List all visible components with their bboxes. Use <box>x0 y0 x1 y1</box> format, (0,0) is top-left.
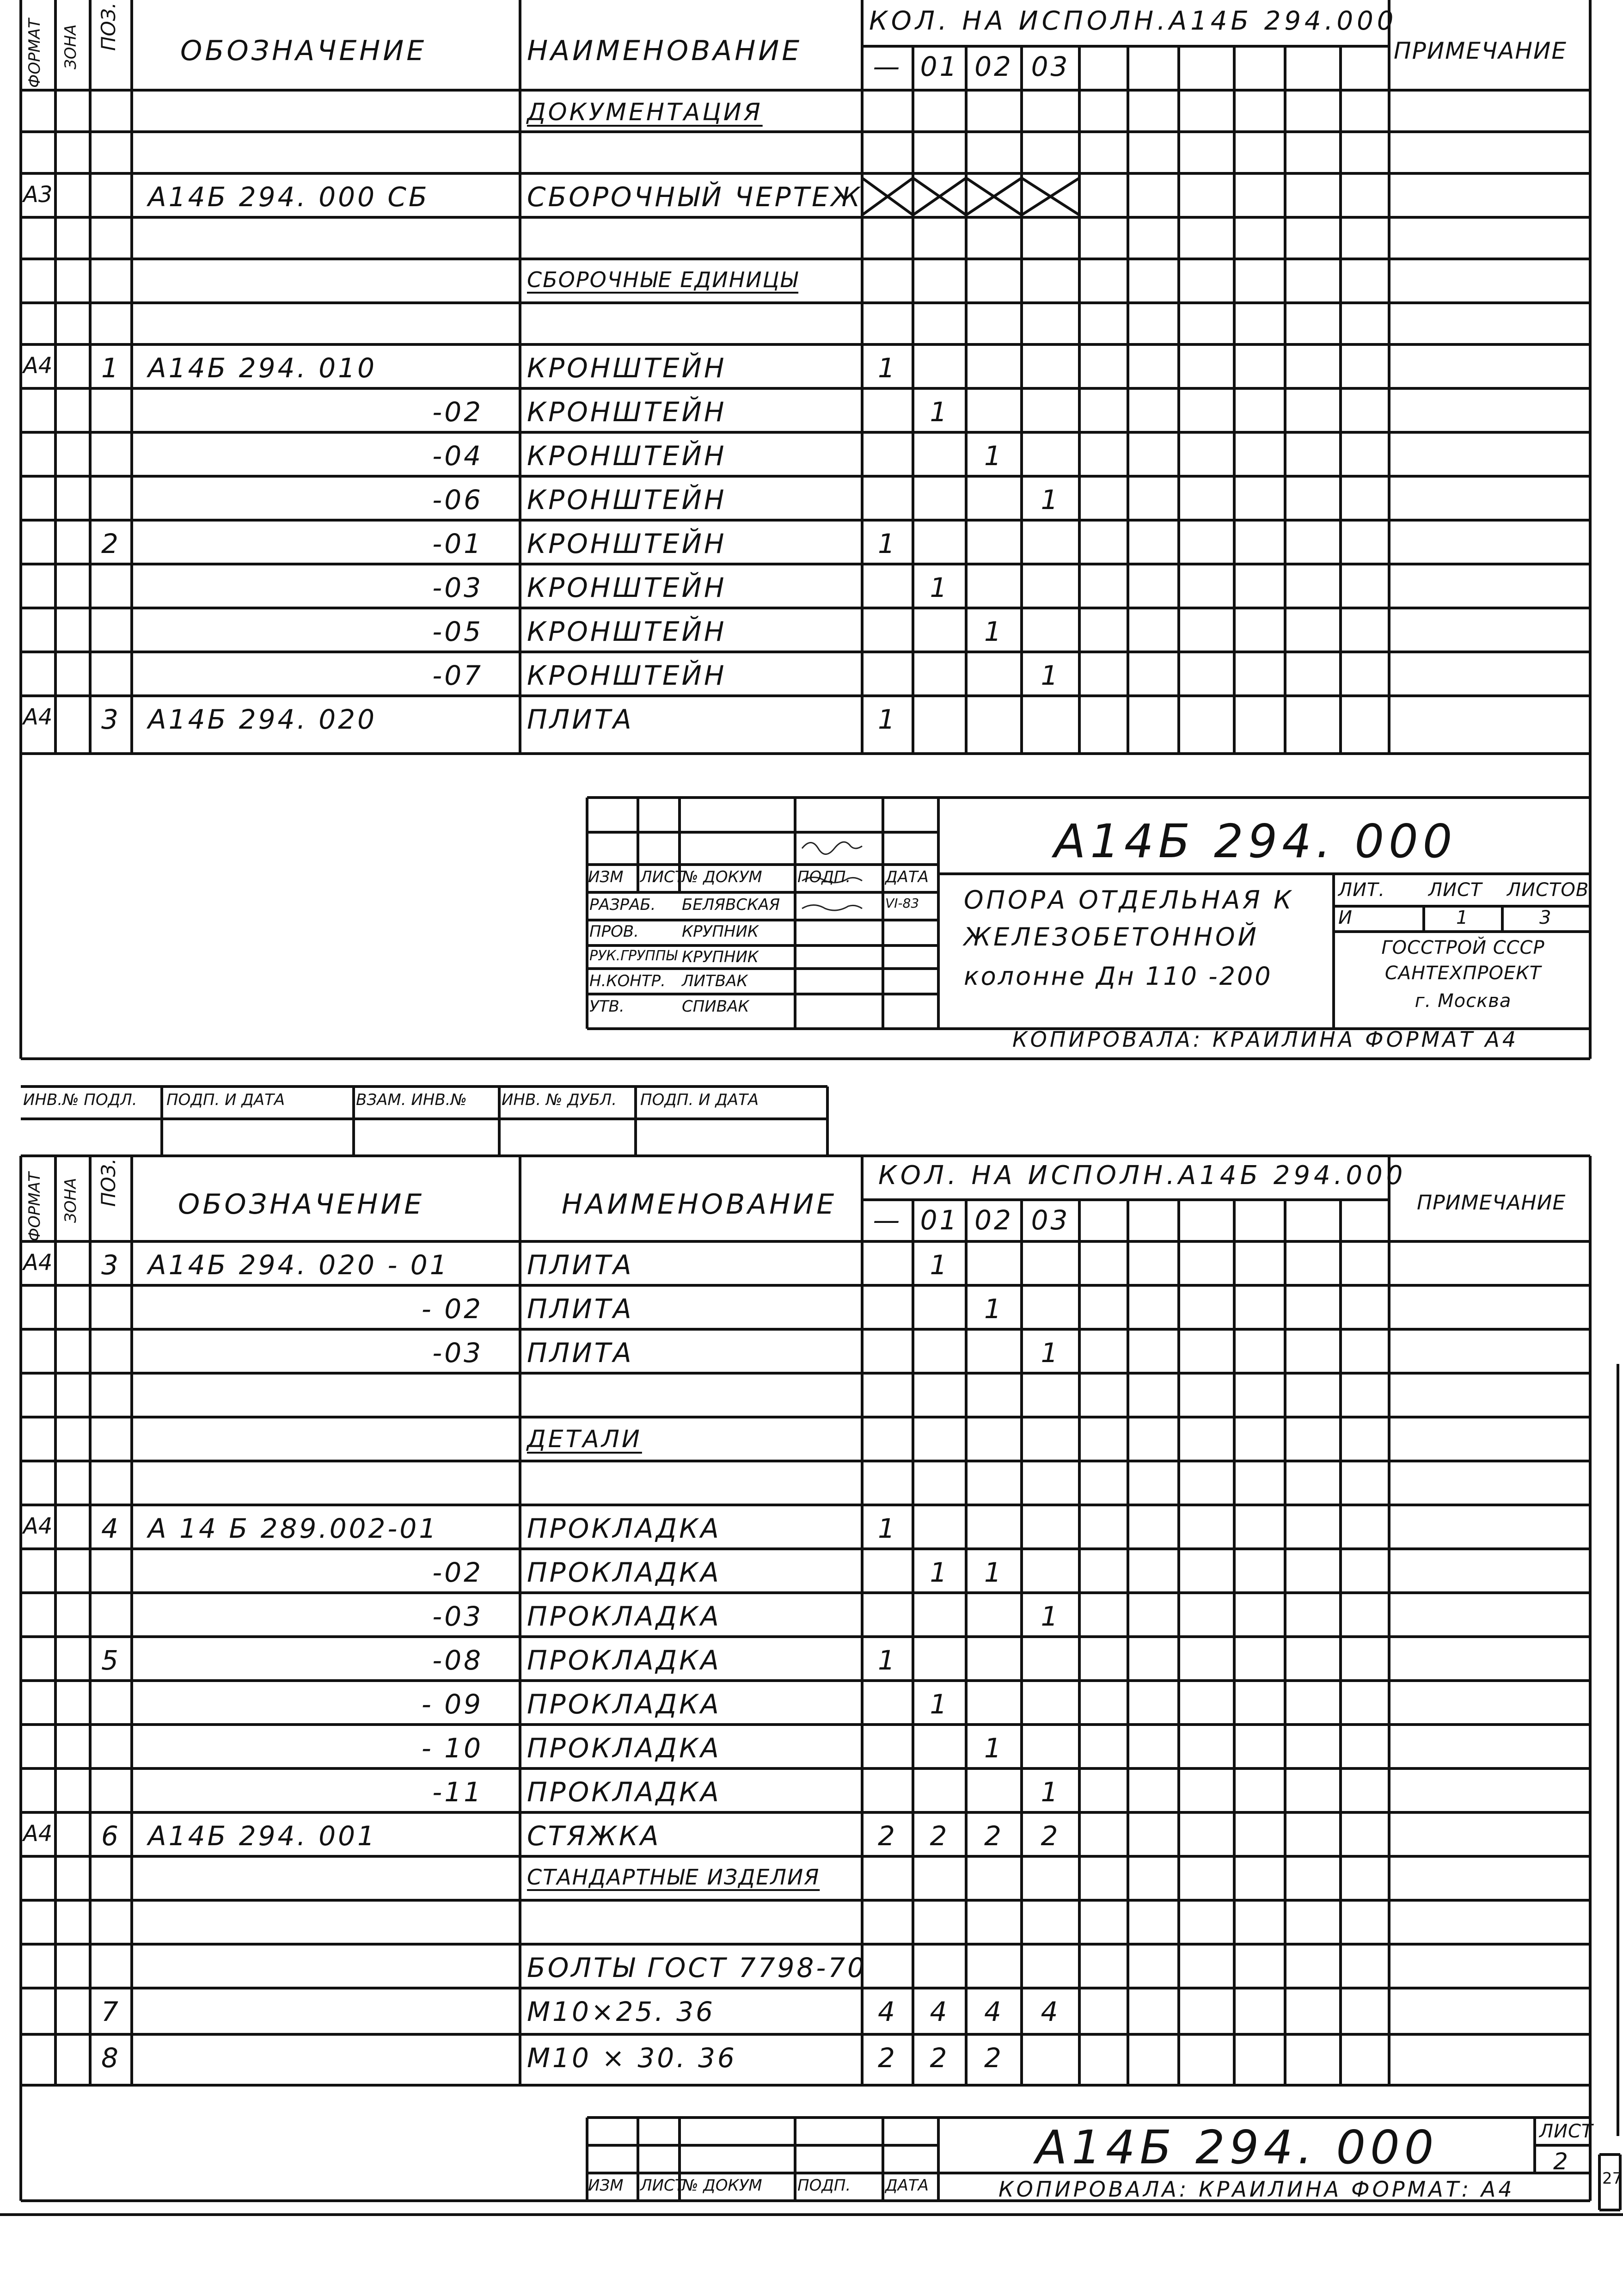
col-header-zone: ЗОНА <box>61 1178 80 1223</box>
copied-by-note: КОПИРОВАЛА: КРАИЛИНА ФОРМАТ: А4 <box>998 2177 1515 2202</box>
stamp-lit-label: ЛИТ. <box>1338 879 1385 901</box>
row-qty: 1 <box>930 1249 949 1281</box>
row-designation: -02 <box>432 1557 483 1588</box>
row-designation: -03 <box>432 1601 483 1632</box>
stamp-sheet-value: 1 <box>1456 907 1469 928</box>
row-name: ПЛИТА <box>527 704 634 735</box>
stamp-label-sign: ПОДП. <box>797 868 851 886</box>
row-position: 8 <box>101 2042 121 2074</box>
stamp-role: РУК.ГРУППЫ <box>589 948 677 964</box>
organization-line: САНТЕХПРОЕКТ <box>1384 963 1542 984</box>
stamp-label-doc: № ДОКУМ <box>682 868 762 886</box>
variant-header: 01 <box>920 1204 959 1236</box>
row-designation: А14Б 294. 001 <box>148 1820 377 1852</box>
page-number: 27 <box>1602 2169 1623 2188</box>
stamp-lit-value: И <box>1338 907 1353 928</box>
row-designation: -01 <box>432 528 483 559</box>
row-qty: 1 <box>1041 484 1060 516</box>
stamp-label-sign: ПОДП. <box>797 2176 851 2195</box>
side-label: ПОДП. И ДАТА <box>640 1091 759 1109</box>
row-qty: 1 <box>930 396 949 428</box>
row-name: КРОНШТЕЙН <box>527 616 727 647</box>
row-designation: - 10 <box>421 1732 483 1764</box>
row-name: КРОНШТЕЙН <box>527 572 727 603</box>
stamp-label-date: ДАТА <box>885 868 929 886</box>
document-code: А14Б 294. 000 <box>1035 2120 1439 2174</box>
row-name: ПРОКЛАДКА <box>527 1513 721 1544</box>
row-name: ПРОКЛАДКА <box>527 1557 721 1588</box>
row-designation: -05 <box>432 616 483 647</box>
stamp-sheet-value: 2 <box>1553 2148 1568 2175</box>
stamp-label-izm: ИЗМ <box>588 868 624 886</box>
stamp-name: КРУПНИК <box>682 922 759 941</box>
row-name: ПРОКЛАДКА <box>527 1601 721 1632</box>
row-name: ПРОКЛАДКА <box>527 1776 721 1808</box>
row-name: КРОНШТЕЙН <box>527 528 727 559</box>
row-qty: 1 <box>1041 1776 1060 1808</box>
row-name: ПРОКЛАДКА <box>527 1732 721 1764</box>
row-qty: 2 <box>930 2042 949 2074</box>
document-title-line: колонне Дн 110 -200 <box>964 962 1273 991</box>
row-qty: 1 <box>930 1557 949 1588</box>
row-qty: 1 <box>984 1557 1004 1588</box>
side-label: ИНВ. № ДУБЛ. <box>502 1091 617 1109</box>
col-header-remark: ПРИМЕЧАНИЕ <box>1417 1191 1566 1215</box>
variant-header: 01 <box>920 51 959 82</box>
row-qty: 1 <box>930 1688 949 1720</box>
col-header-qty-title: КОЛ. НА ИСПОЛН.А14Б 294.000 <box>869 6 1397 36</box>
row-qty: 1 <box>984 1293 1004 1325</box>
stamp-name: КРУПНИК <box>682 948 759 966</box>
row-qty: 4 <box>878 1996 897 2027</box>
col-header-zone: ЗОНА <box>61 24 80 69</box>
row-format: A4 <box>23 1250 53 1276</box>
document-title-line: ОПОРА ОТДЕЛЬНАЯ К <box>964 885 1294 915</box>
row-name: КРОНШТЕЙН <box>527 484 727 516</box>
variant-header: 02 <box>974 1204 1013 1236</box>
col-header-name: НАИМЕНОВАНИЕ <box>527 35 802 67</box>
row-name: КРОНШТЕЙН <box>527 396 727 428</box>
row-position: 4 <box>101 1513 121 1544</box>
organization-line: ГОССТРОЙ СССР <box>1381 937 1545 958</box>
row-designation: -03 <box>432 1337 483 1369</box>
row-designation: -07 <box>432 660 483 691</box>
row-position: 6 <box>101 1820 121 1852</box>
row-qty: 4 <box>984 1996 1004 2027</box>
row-name: КРОНШТЕЙН <box>527 352 727 384</box>
stamp-sheets-value: 3 <box>1539 907 1552 928</box>
row-designation: А14Б 294. 000 СБ <box>148 181 429 213</box>
row-position: 7 <box>101 1996 121 2027</box>
variant-header: 03 <box>1031 1204 1070 1236</box>
row-name: ПРОКЛАДКА <box>527 1688 721 1720</box>
col-header-format: ФОРМАТ <box>25 18 44 88</box>
row-name: ПЛИТА <box>527 1293 634 1325</box>
side-label: ИНВ.№ ПОДЛ. <box>23 1091 137 1109</box>
row-qty: 1 <box>878 1513 897 1544</box>
row-qty: 2 <box>984 1820 1004 1852</box>
row-qty: 1 <box>984 1732 1004 1764</box>
row-format: A4 <box>23 704 53 730</box>
col-header-pos: ПОЗ. <box>97 1158 120 1207</box>
row-name: КРОНШТЕЙН <box>527 440 727 472</box>
row-qty: 1 <box>878 1645 897 1676</box>
side-label: ВЗАМ. ИНВ.№ <box>356 1091 467 1109</box>
side-label: ПОДП. И ДАТА <box>166 1091 285 1109</box>
stamp-name: ЛИТВАК <box>682 972 748 990</box>
row-position: 5 <box>101 1645 121 1676</box>
row-name: ДЕТАЛИ <box>527 1425 642 1453</box>
row-designation: - 02 <box>421 1293 483 1325</box>
row-designation: А14Б 294. 020 - 01 <box>148 1249 449 1281</box>
variant-header: — <box>873 1204 902 1236</box>
row-qty: 1 <box>878 528 897 559</box>
row-name: М10×25. 36 <box>527 1996 715 2027</box>
row-designation: -04 <box>432 440 483 472</box>
stamp-role: УТВ. <box>589 997 625 1016</box>
col-header-format: ФОРМАТ <box>25 1172 44 1241</box>
variant-header: 02 <box>974 51 1013 82</box>
document-title-line: ЖЕЛЕЗОБЕТОННОЙ <box>964 922 1259 952</box>
row-name: БОЛТЫ ГОСТ 7798-70 <box>527 1952 867 1983</box>
row-qty: 1 <box>1041 1337 1060 1369</box>
row-qty: 1 <box>930 572 949 603</box>
row-name: СТЯЖКА <box>527 1820 661 1852</box>
row-qty: 2 <box>984 2042 1004 2074</box>
row-qty: 4 <box>1041 1996 1060 2027</box>
row-qty: 2 <box>930 1820 949 1852</box>
col-header-name: НАИМЕНОВАНИЕ <box>562 1188 837 1221</box>
copied-by-note: КОПИРОВАЛА: КРАИЛИНА ФОРМАТ А4 <box>1012 1027 1519 1052</box>
row-format: A4 <box>23 353 53 379</box>
row-designation: -08 <box>432 1645 483 1676</box>
row-name: ПЛИТА <box>527 1249 634 1281</box>
variant-header: 03 <box>1031 51 1070 82</box>
col-header-qty-title: КОЛ. НА ИСПОЛН.А14Б 294.000 <box>878 1160 1407 1191</box>
row-position: 3 <box>101 1249 121 1281</box>
row-name: ПРОКЛАДКА <box>527 1645 721 1676</box>
row-designation: А 14 Б 289.002-01 <box>148 1513 439 1544</box>
stamp-role: Н.КОНТР. <box>589 972 666 990</box>
variant-header: — <box>873 51 902 82</box>
stamp-label-date: ДАТА <box>885 2176 929 2195</box>
stamp-sheet-label: ЛИСТ <box>1539 2121 1593 2142</box>
row-position: 1 <box>101 352 121 384</box>
stamp-sheet-label: ЛИСТ <box>1428 879 1482 901</box>
row-format: A4 <box>23 1821 53 1847</box>
row-designation: -03 <box>432 572 483 603</box>
row-qty: 2 <box>878 1820 897 1852</box>
col-header-pos: ПОЗ. <box>97 2 120 51</box>
document-code: А14Б 294. 000 <box>1054 814 1457 868</box>
row-qty: 2 <box>1041 1820 1060 1852</box>
row-qty: 4 <box>930 1996 949 2027</box>
row-qty: 1 <box>878 704 897 735</box>
row-qty: 1 <box>984 616 1004 647</box>
row-qty: 1 <box>878 352 897 384</box>
row-format: A3 <box>23 182 53 208</box>
row-name: М10 × 30. 36 <box>527 2042 737 2074</box>
stamp-date-value: VI-83 <box>885 896 919 911</box>
row-qty: 1 <box>1041 660 1060 691</box>
row-position: 3 <box>101 704 121 735</box>
stamp-name: БЕЛЯВСКАЯ <box>682 896 780 914</box>
row-name: ПЛИТА <box>527 1337 634 1369</box>
row-name: СБОРОЧНЫЙ ЧЕРТЕЖ <box>527 181 863 213</box>
row-name: ДОКУМЕНТАЦИЯ <box>527 98 763 126</box>
row-designation: -11 <box>432 1776 483 1808</box>
col-header-designation: ОБОЗНАЧЕНИЕ <box>180 35 427 67</box>
row-position: 2 <box>101 528 121 559</box>
stamp-name: СПИВАК <box>682 997 749 1016</box>
row-name: СБОРОЧНЫЕ ЕДИНИЦЫ <box>527 267 799 292</box>
col-header-remark: ПРИМЕЧАНИЕ <box>1394 37 1567 64</box>
stamp-label-list: ЛИСТ <box>640 2176 685 2195</box>
stamp-sheets-label: ЛИСТОВ <box>1507 879 1589 901</box>
stamp-role: ПРОВ. <box>589 922 639 941</box>
stamp-label-izm: ИЗМ <box>588 2176 624 2195</box>
row-name: КРОНШТЕЙН <box>527 660 727 691</box>
stamp-label-list: ЛИСТ <box>640 868 685 886</box>
organization-line: г. Москва <box>1415 990 1512 1012</box>
row-designation: -02 <box>432 396 483 428</box>
row-qty: 1 <box>1041 1601 1060 1632</box>
row-designation: А14Б 294. 020 <box>148 704 377 735</box>
row-qty: 1 <box>984 440 1004 472</box>
stamp-role: РАЗРАБ. <box>589 896 656 914</box>
row-name: СТАНДАРТНЫЕ ИЗДЕЛИЯ <box>527 1865 820 1890</box>
row-qty: 2 <box>878 2042 897 2074</box>
row-designation: - 09 <box>421 1688 483 1720</box>
row-format: A4 <box>23 1513 53 1539</box>
stamp-label-doc: № ДОКУМ <box>682 2176 762 2195</box>
col-header-designation: ОБОЗНАЧЕНИЕ <box>178 1188 425 1221</box>
row-designation: А14Б 294. 010 <box>148 352 377 384</box>
row-designation: -06 <box>432 484 483 516</box>
